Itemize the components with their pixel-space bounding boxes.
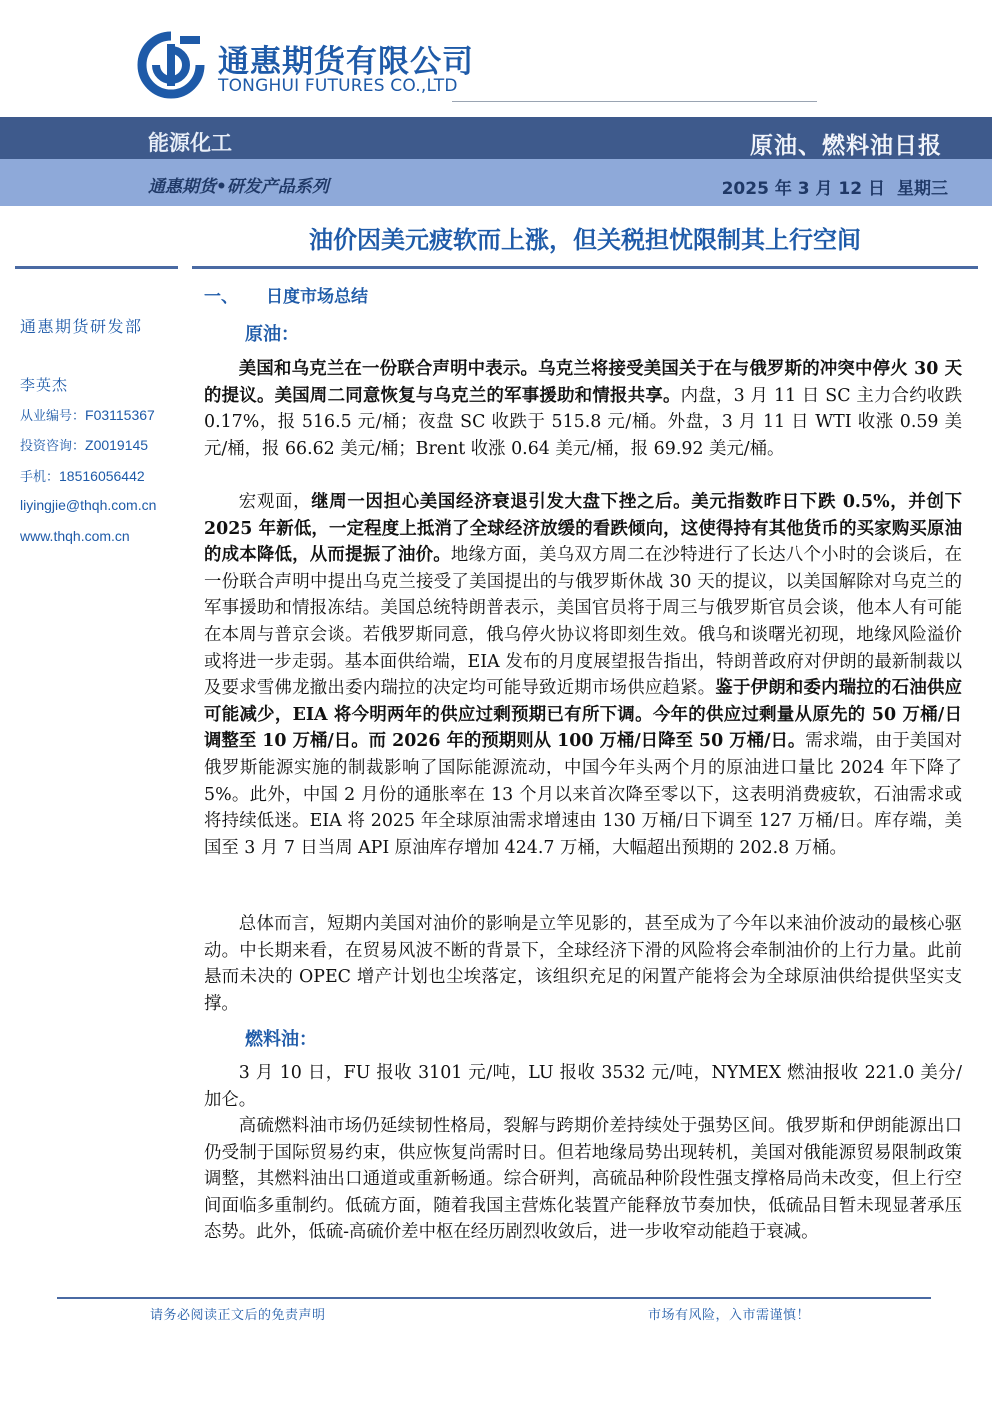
crude-p2-b: 继周一因担心美国经济衰退引发大盘下挫之后。美元指数昨日下跌 0.5%，并创下 2025 年新低，一定程度上抵消了全球经济放缓的看跌倾向，这使得持有其他货币的买家购买原油的成本降低，从而提振了油价。	[204, 492, 962, 566]
crude-p2-d: 鉴于伊朗和委内瑞拉的石油供应可能减少，EIA 将今明两年的供应过剩预期已有所下调。今年的供应过剩量从原先的 50 万桶/日调整至 10 万桶/日。而 2026 年的预期则从 100 万桶/日降至 50 万桶/日。	[204, 678, 962, 752]
series-label: 通惠期货•研发产品系列	[148, 177, 329, 197]
section-title	[204, 282, 368, 307]
fuel-paragraph-1: 3 月 10 日，FU 报收 3101 元/吨，LU 报收 3532 元/吨，NYMEX 燃油报收 221.0 美分/加仑。	[204, 1063, 962, 1110]
section-number: 一、	[204, 287, 238, 307]
crude-p1-bold: 美国和乌克兰在一份联合声明中表示。乌克兰将接受美国关于在与俄罗斯的冲突中停火 30 天的提议。美国周二同意恢复与乌克兰的军事援助和情报共享。	[204, 359, 962, 406]
crude-p2-e: 需求端，由于美国对俄罗斯能源实施的制裁影响了国际能源流动，中国今年头两个月的原油进口量比 2024 年下降了 5%。此外，中国 2 月份的通胀率在 13 个月以来首次降至零以下，这表明消费疲软，石油需求或将持续低迷。EIA 将 2025 年全球原油需求增速由 130 万桶/日下调至 127 万桶/日。库存端，美国至 3 月 7 日当周 API 原油库存增加 424.7 万桶，大幅超出预期的 202.8 万桶。	[204, 731, 962, 858]
weekday-text: 星期三	[897, 179, 948, 199]
license-number: F03115367	[85, 407, 155, 423]
crude-p1-text: 内盘，3 月 11 日 SC 主力合约收跌 0.17%，报 516.5 元/桶；夜盘 SC 收跌于 515.8 元/桶。外盘，3 月 11 日 WTI 收涨 0.59 美元/桶，报 66.62 美元/桶；Brent 收涨 0.64 美元/桶，报 69.92 美元/桶。	[204, 385, 962, 459]
research-dept: 通惠期货研发部	[20, 317, 143, 336]
disclaimer-note[interactable]: 请务必阅读正文后的免责声明	[150, 1308, 326, 1323]
crude-p2-a: 宏观面，	[238, 492, 312, 512]
report-title: 原油、燃料油日报	[750, 133, 942, 159]
consult-number: Z0019145	[85, 437, 149, 453]
crude-heading: 原油：	[245, 324, 299, 345]
fuel-heading: 燃料油：	[245, 1029, 317, 1050]
fuel-paragraph-2: 高硫燃料油市场仍延续韧性格局，裂解与跨期价差持续处于强势区间。俄罗斯和伊朗能源出口仍受制于国际贸易约束，供应恢复尚需时日。但若地缘局势出现转机，美国对俄能源贸易限制政策调整，其燃料油出口通道或重新畅通。综合研判，高硫品种阶段性强支撑格局尚未改变，但上行空间面临多重制约。低硫方面，随着我国主营炼化装置产能释放节奏加快，低硫品目暂未现显著承压态势。此外，低硫-高硫价差中枢在经历剧烈收敛后，进一步收窄动能趋于衰减。	[204, 1116, 962, 1243]
license-row	[20, 405, 155, 424]
sector-label: 能源化工	[148, 131, 232, 155]
report-headline: 油价因美元疲软而上涨，但关税担忧限制其上行空间	[309, 226, 861, 254]
phone-label: 手机：	[20, 470, 60, 485]
crude-paragraph-2	[204, 489, 962, 861]
footer-rule	[57, 1297, 931, 1299]
phone-number: 18516056442	[59, 468, 145, 484]
content-top-rule	[192, 266, 978, 269]
company-website[interactable]: www.thqh.com.cn	[20, 528, 130, 544]
phone-row	[20, 466, 145, 485]
crude-paragraph-3: 总体而言，短期内美国对油价的影响是立竿见影的，甚至成为了今年以来油价波动的最核心驱动。中长期来看，在贸易风波不断的背景下，全球经济下滑的风险将会牵制油价的上行力量。此前悬而未决的 OPEC 增产计划也尘埃落定，该组织充足的闲置产能将会为全球原油供给提供坚实支撑。	[204, 914, 962, 1014]
logo-divider	[452, 101, 817, 102]
consult-label: 投资咨询：	[20, 439, 86, 454]
consult-row	[20, 435, 148, 454]
company-name-cn: 通惠期货有限公司	[218, 44, 474, 80]
company-name-en: TONGHUI FUTURES CO.,LTD	[218, 76, 458, 96]
license-label: 从业编号：	[20, 409, 86, 424]
tonghui-logo-icon	[136, 30, 206, 100]
risk-warning: 市场有风险，入市需谨慎！	[648, 1308, 811, 1323]
section-text: 日度市场总结	[266, 287, 368, 307]
crude-paragraph-1	[204, 356, 962, 462]
crude-p2-c: 地缘方面，美乌双方周二在沙特进行了长达八个小时的会谈后，在一份联合声明中提出乌克兰接受了美国提出的与俄罗斯休战 30 天的提议，以美国解除对乌克兰的军事援助和情报冻结。美国总统特朗普表示，美国官员将于周三与俄罗斯官员会谈，他本人有可能在本周与普京会谈。若俄罗斯同意，俄乌停火协议将即刻生效。俄乌和谈曙光初现，地缘风险溢价或将进一步走弱。基本面供给端，EIA 发布的月度展望报告指出，特朗普政府对伊朗的最新制裁以及要求雪佛龙撤出委内瑞拉的决定均可能导致近期市场供应趋紧。	[204, 545, 962, 699]
sidebar-top-rule	[15, 266, 178, 269]
analyst-email[interactable]: liyingjie@thqh.com.cn	[20, 497, 157, 513]
analyst-name: 李英杰	[20, 376, 69, 394]
report-date	[722, 174, 948, 199]
date-text: 2025 年 3 月 12 日	[721, 179, 885, 199]
